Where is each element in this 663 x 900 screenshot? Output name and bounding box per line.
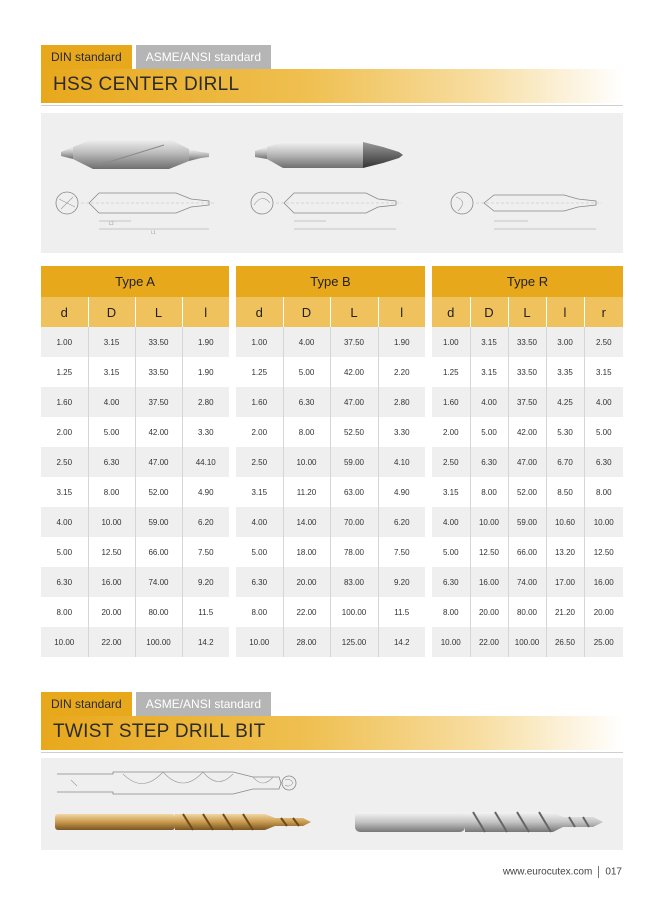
type-r-cell: 100.00 (508, 627, 546, 657)
type-r-cell: 10.00 (432, 627, 470, 657)
type-r-cell: 16.00 (584, 567, 623, 597)
type-b-table-row (236, 447, 425, 477)
type-b-cell: 2.80 (378, 387, 425, 417)
type-r-cell: 10.60 (546, 507, 584, 537)
type-a-header-l: l (182, 297, 229, 327)
type-r-title: Type R (432, 266, 623, 297)
type-r-cell: 16.00 (470, 567, 508, 597)
type-b-cell: 70.00 (330, 507, 378, 537)
type-a-cell: 3.30 (182, 417, 229, 447)
center-drill-type-a-image (59, 135, 219, 175)
type-a-table-row (41, 387, 229, 417)
type-b-cell: 3.15 (236, 477, 283, 507)
type-b-cell: 14.2 (378, 627, 425, 657)
type-a-cell: 16.00 (88, 567, 135, 597)
tab-din-standard[interactable]: DIN standard (41, 45, 132, 69)
type-a-table (41, 266, 229, 657)
type-r-cell: 17.00 (546, 567, 584, 597)
type-r-cell: 26.50 (546, 627, 584, 657)
type-r-table-row (432, 627, 623, 657)
type-r-table-row (432, 447, 623, 477)
tab-din-standard-2[interactable]: DIN standard (41, 692, 132, 716)
page-number: 017 (605, 866, 622, 878)
step-drill-drawing (53, 766, 313, 800)
type-r-cell: 59.00 (508, 507, 546, 537)
type-b-cell: 4.10 (378, 447, 425, 477)
type-r-cell: 37.50 (508, 387, 546, 417)
type-b-table-row (236, 417, 425, 447)
type-b-cell: 52.50 (330, 417, 378, 447)
type-r-table-row (432, 477, 623, 507)
type-a-cell: 6.20 (182, 507, 229, 537)
type-b-cell: 5.00 (236, 537, 283, 567)
center-drill-image-panel (41, 113, 623, 253)
type-a-cell: 6.30 (41, 567, 88, 597)
type-a-table-row (41, 627, 229, 657)
standard-tabs-2 (41, 692, 271, 716)
type-r-cell: 20.00 (470, 597, 508, 627)
type-a-table-row (41, 357, 229, 387)
type-b-cell: 6.30 (236, 567, 283, 597)
type-a-cell: 100.00 (135, 627, 182, 657)
type-r-cell: 47.00 (508, 447, 546, 477)
type-a-cell: 14.2 (182, 627, 229, 657)
type-r-cell: 4.00 (584, 387, 623, 417)
type-r-cell: 2.00 (432, 417, 470, 447)
label-l1: L1 (151, 230, 156, 235)
type-a-cell: 10.00 (88, 507, 135, 537)
type-a-cell: 2.50 (41, 447, 88, 477)
type-a-cell: 12.50 (88, 537, 135, 567)
type-a-cell: 66.00 (135, 537, 182, 567)
type-r-cell: 52.00 (508, 477, 546, 507)
type-b-cell: 78.00 (330, 537, 378, 567)
type-a-cell: 33.50 (135, 357, 182, 387)
type-r-cell: 5.00 (432, 537, 470, 567)
type-a-cell: 20.00 (88, 597, 135, 627)
section-title-banner-2 (41, 716, 623, 750)
type-a-cell: 22.00 (88, 627, 135, 657)
type-r-cell: 20.00 (584, 597, 623, 627)
type-b-cell: 8.00 (236, 597, 283, 627)
type-b-table-row (236, 537, 425, 567)
type-b-cell: 6.30 (283, 387, 330, 417)
type-a-cell: 44.10 (182, 447, 229, 477)
type-a-table-row (41, 597, 229, 627)
type-r-table-row (432, 357, 623, 387)
type-b-table-row (236, 387, 425, 417)
type-a-cell: 37.50 (135, 387, 182, 417)
center-drill-type-b-image (253, 135, 408, 175)
type-r-cell: 4.00 (432, 507, 470, 537)
type-a-cell: 74.00 (135, 567, 182, 597)
type-b-cell: 2.50 (236, 447, 283, 477)
type-b-cell: 4.00 (283, 327, 330, 357)
type-b-header-L: L (330, 297, 378, 327)
type-r-cell: 12.50 (470, 537, 508, 567)
type-r-cell: 3.15 (470, 327, 508, 357)
type-r-cell: 6.30 (432, 567, 470, 597)
type-r-table-row (432, 537, 623, 567)
type-r-cell: 10.00 (584, 507, 623, 537)
type-b-header-D: D (283, 297, 330, 327)
type-a-table-row (41, 447, 229, 477)
type-b-cell: 22.00 (283, 597, 330, 627)
type-b-cell: 5.00 (283, 357, 330, 387)
type-a-cell: 80.00 (135, 597, 182, 627)
type-b-cell: 4.90 (378, 477, 425, 507)
type-r-cell: 5.00 (584, 417, 623, 447)
type-r-cell: 2.50 (432, 447, 470, 477)
type-r-cell: 1.25 (432, 357, 470, 387)
type-b-cell: 2.20 (378, 357, 425, 387)
type-r-cell: 5.30 (546, 417, 584, 447)
type-r-cell: 6.30 (470, 447, 508, 477)
type-b-cell: 20.00 (283, 567, 330, 597)
type-a-cell: 10.00 (41, 627, 88, 657)
type-r-cell: 8.50 (546, 477, 584, 507)
type-a-table-row (41, 417, 229, 447)
type-a-cell: 1.60 (41, 387, 88, 417)
type-b-cell: 11.5 (378, 597, 425, 627)
center-drill-type-a-drawing (51, 183, 221, 238)
type-b-cell: 47.00 (330, 387, 378, 417)
type-b-cell: 83.00 (330, 567, 378, 597)
section-title-2: TWIST STEP DRILL BIT (53, 721, 266, 742)
type-r-cell: 1.00 (432, 327, 470, 357)
type-r-cell: 25.00 (584, 627, 623, 657)
type-r-cell: 8.00 (584, 477, 623, 507)
type-a-cell: 4.00 (41, 507, 88, 537)
step-drill-image-panel (41, 758, 623, 850)
type-b-title: Type B (236, 266, 425, 297)
type-r-table-row (432, 387, 623, 417)
label-l2: L2 (109, 221, 114, 226)
type-r-cell: 2.50 (584, 327, 623, 357)
type-b-cell: 7.50 (378, 537, 425, 567)
type-b-cell: 1.90 (378, 327, 425, 357)
type-b-cell: 8.00 (283, 417, 330, 447)
section-title-banner (41, 69, 623, 103)
type-r-cell: 33.50 (508, 327, 546, 357)
type-b-table-row (236, 597, 425, 627)
type-r-cell: 4.25 (546, 387, 584, 417)
type-a-header-D: D (88, 297, 135, 327)
type-a-cell: 47.00 (135, 447, 182, 477)
divider (41, 105, 623, 106)
type-r-cell: 3.15 (470, 357, 508, 387)
type-r-cell: 66.00 (508, 537, 546, 567)
type-a-cell: 59.00 (135, 507, 182, 537)
type-a-cell: 5.00 (88, 417, 135, 447)
type-b-cell: 4.00 (236, 507, 283, 537)
type-b-cell: 18.00 (283, 537, 330, 567)
type-b-cell: 1.00 (236, 327, 283, 357)
type-b-cell: 2.00 (236, 417, 283, 447)
type-a-cell: 2.00 (41, 417, 88, 447)
type-r-table-row (432, 567, 623, 597)
type-r-header-l: l (546, 297, 584, 327)
type-r-cell: 13.20 (546, 537, 584, 567)
type-r-cell: 74.00 (508, 567, 546, 597)
footer-separator (598, 866, 599, 878)
type-r-cell: 8.00 (470, 477, 508, 507)
type-b-cell: 59.00 (330, 447, 378, 477)
type-a-table-row (41, 537, 229, 567)
type-b-cell: 11.20 (283, 477, 330, 507)
type-a-table-row (41, 327, 229, 357)
type-b-table-row (236, 357, 425, 387)
center-drill-type-b-drawing (246, 183, 406, 238)
type-r-cell: 33.50 (508, 357, 546, 387)
type-a-cell: 8.00 (41, 597, 88, 627)
tab-asme-ansi-standard-2[interactable]: ASME/ANSI standard (136, 692, 271, 716)
type-a-cell: 3.15 (41, 477, 88, 507)
type-a-cell: 6.30 (88, 447, 135, 477)
type-b-cell: 6.20 (378, 507, 425, 537)
type-b-cell: 9.20 (378, 567, 425, 597)
type-r-cell: 6.70 (546, 447, 584, 477)
type-b-cell: 3.30 (378, 417, 425, 447)
type-a-cell: 33.50 (135, 327, 182, 357)
type-b-table-row (236, 327, 425, 357)
step-drill-gold-image (53, 810, 315, 834)
type-r-table (432, 266, 623, 657)
type-r-header-D: D (470, 297, 508, 327)
type-a-header-L: L (135, 297, 182, 327)
divider-2 (41, 752, 623, 753)
type-r-cell: 8.00 (432, 597, 470, 627)
type-a-cell: 8.00 (88, 477, 135, 507)
type-b-table-row (236, 477, 425, 507)
type-r-cell: 4.00 (470, 387, 508, 417)
type-b-header-d: d (236, 297, 283, 327)
type-b-cell: 14.00 (283, 507, 330, 537)
type-r-cell: 3.35 (546, 357, 584, 387)
type-r-cell: 1.60 (432, 387, 470, 417)
type-a-cell: 9.20 (182, 567, 229, 597)
type-a-table-row (41, 507, 229, 537)
type-a-cell: 3.15 (88, 327, 135, 357)
type-b-cell: 10.00 (283, 447, 330, 477)
type-r-cell: 22.00 (470, 627, 508, 657)
type-b-cell: 100.00 (330, 597, 378, 627)
type-r-cell: 10.00 (470, 507, 508, 537)
type-a-table-row (41, 567, 229, 597)
type-a-cell: 11.5 (182, 597, 229, 627)
type-a-cell: 1.90 (182, 357, 229, 387)
type-b-table-row (236, 567, 425, 597)
type-a-cell: 7.50 (182, 537, 229, 567)
type-r-cell: 5.00 (470, 417, 508, 447)
type-b-cell: 1.60 (236, 387, 283, 417)
standard-tabs-1 (41, 45, 271, 69)
type-r-cell: 3.15 (432, 477, 470, 507)
type-r-cell: 3.00 (546, 327, 584, 357)
type-b-table-row (236, 507, 425, 537)
type-a-cell: 4.00 (88, 387, 135, 417)
type-b-cell: 1.25 (236, 357, 283, 387)
type-b-table (236, 266, 425, 657)
type-a-cell: 4.90 (182, 477, 229, 507)
type-b-header-l: l (378, 297, 425, 327)
type-r-table-row (432, 507, 623, 537)
type-b-cell: 28.00 (283, 627, 330, 657)
type-r-table-row (432, 417, 623, 447)
type-b-cell: 37.50 (330, 327, 378, 357)
type-r-header-r: r (584, 297, 623, 327)
type-r-cell: 42.00 (508, 417, 546, 447)
page-footer (503, 866, 622, 878)
type-a-title: Type A (41, 266, 229, 297)
type-a-cell: 1.00 (41, 327, 88, 357)
tab-asme-ansi-standard[interactable]: ASME/ANSI standard (136, 45, 271, 69)
type-a-cell: 5.00 (41, 537, 88, 567)
type-b-cell: 42.00 (330, 357, 378, 387)
type-a-cell: 2.80 (182, 387, 229, 417)
type-r-table-row (432, 597, 623, 627)
type-r-cell: 6.30 (584, 447, 623, 477)
type-b-cell: 10.00 (236, 627, 283, 657)
type-a-table-row (41, 477, 229, 507)
type-a-cell: 1.90 (182, 327, 229, 357)
type-b-cell: 125.00 (330, 627, 378, 657)
type-a-cell: 1.25 (41, 357, 88, 387)
type-r-cell: 21.20 (546, 597, 584, 627)
type-a-cell: 3.15 (88, 357, 135, 387)
type-r-cell: 3.15 (584, 357, 623, 387)
type-r-table-row (432, 327, 623, 357)
type-r-cell: 12.50 (584, 537, 623, 567)
section-title: HSS CENTER DIRLL (53, 74, 240, 95)
type-r-header-d: d (432, 297, 470, 327)
website-link[interactable]: www.eurocutex.com (502, 866, 593, 878)
type-a-header-d: d (41, 297, 88, 327)
type-a-cell: 42.00 (135, 417, 182, 447)
type-b-cell: 63.00 (330, 477, 378, 507)
type-r-cell: 80.00 (508, 597, 546, 627)
type-a-cell: 52.00 (135, 477, 182, 507)
type-r-header-L: L (508, 297, 546, 327)
type-b-table-row (236, 627, 425, 657)
center-drill-type-r-drawing (446, 183, 606, 238)
step-drill-steel-image (353, 808, 608, 836)
